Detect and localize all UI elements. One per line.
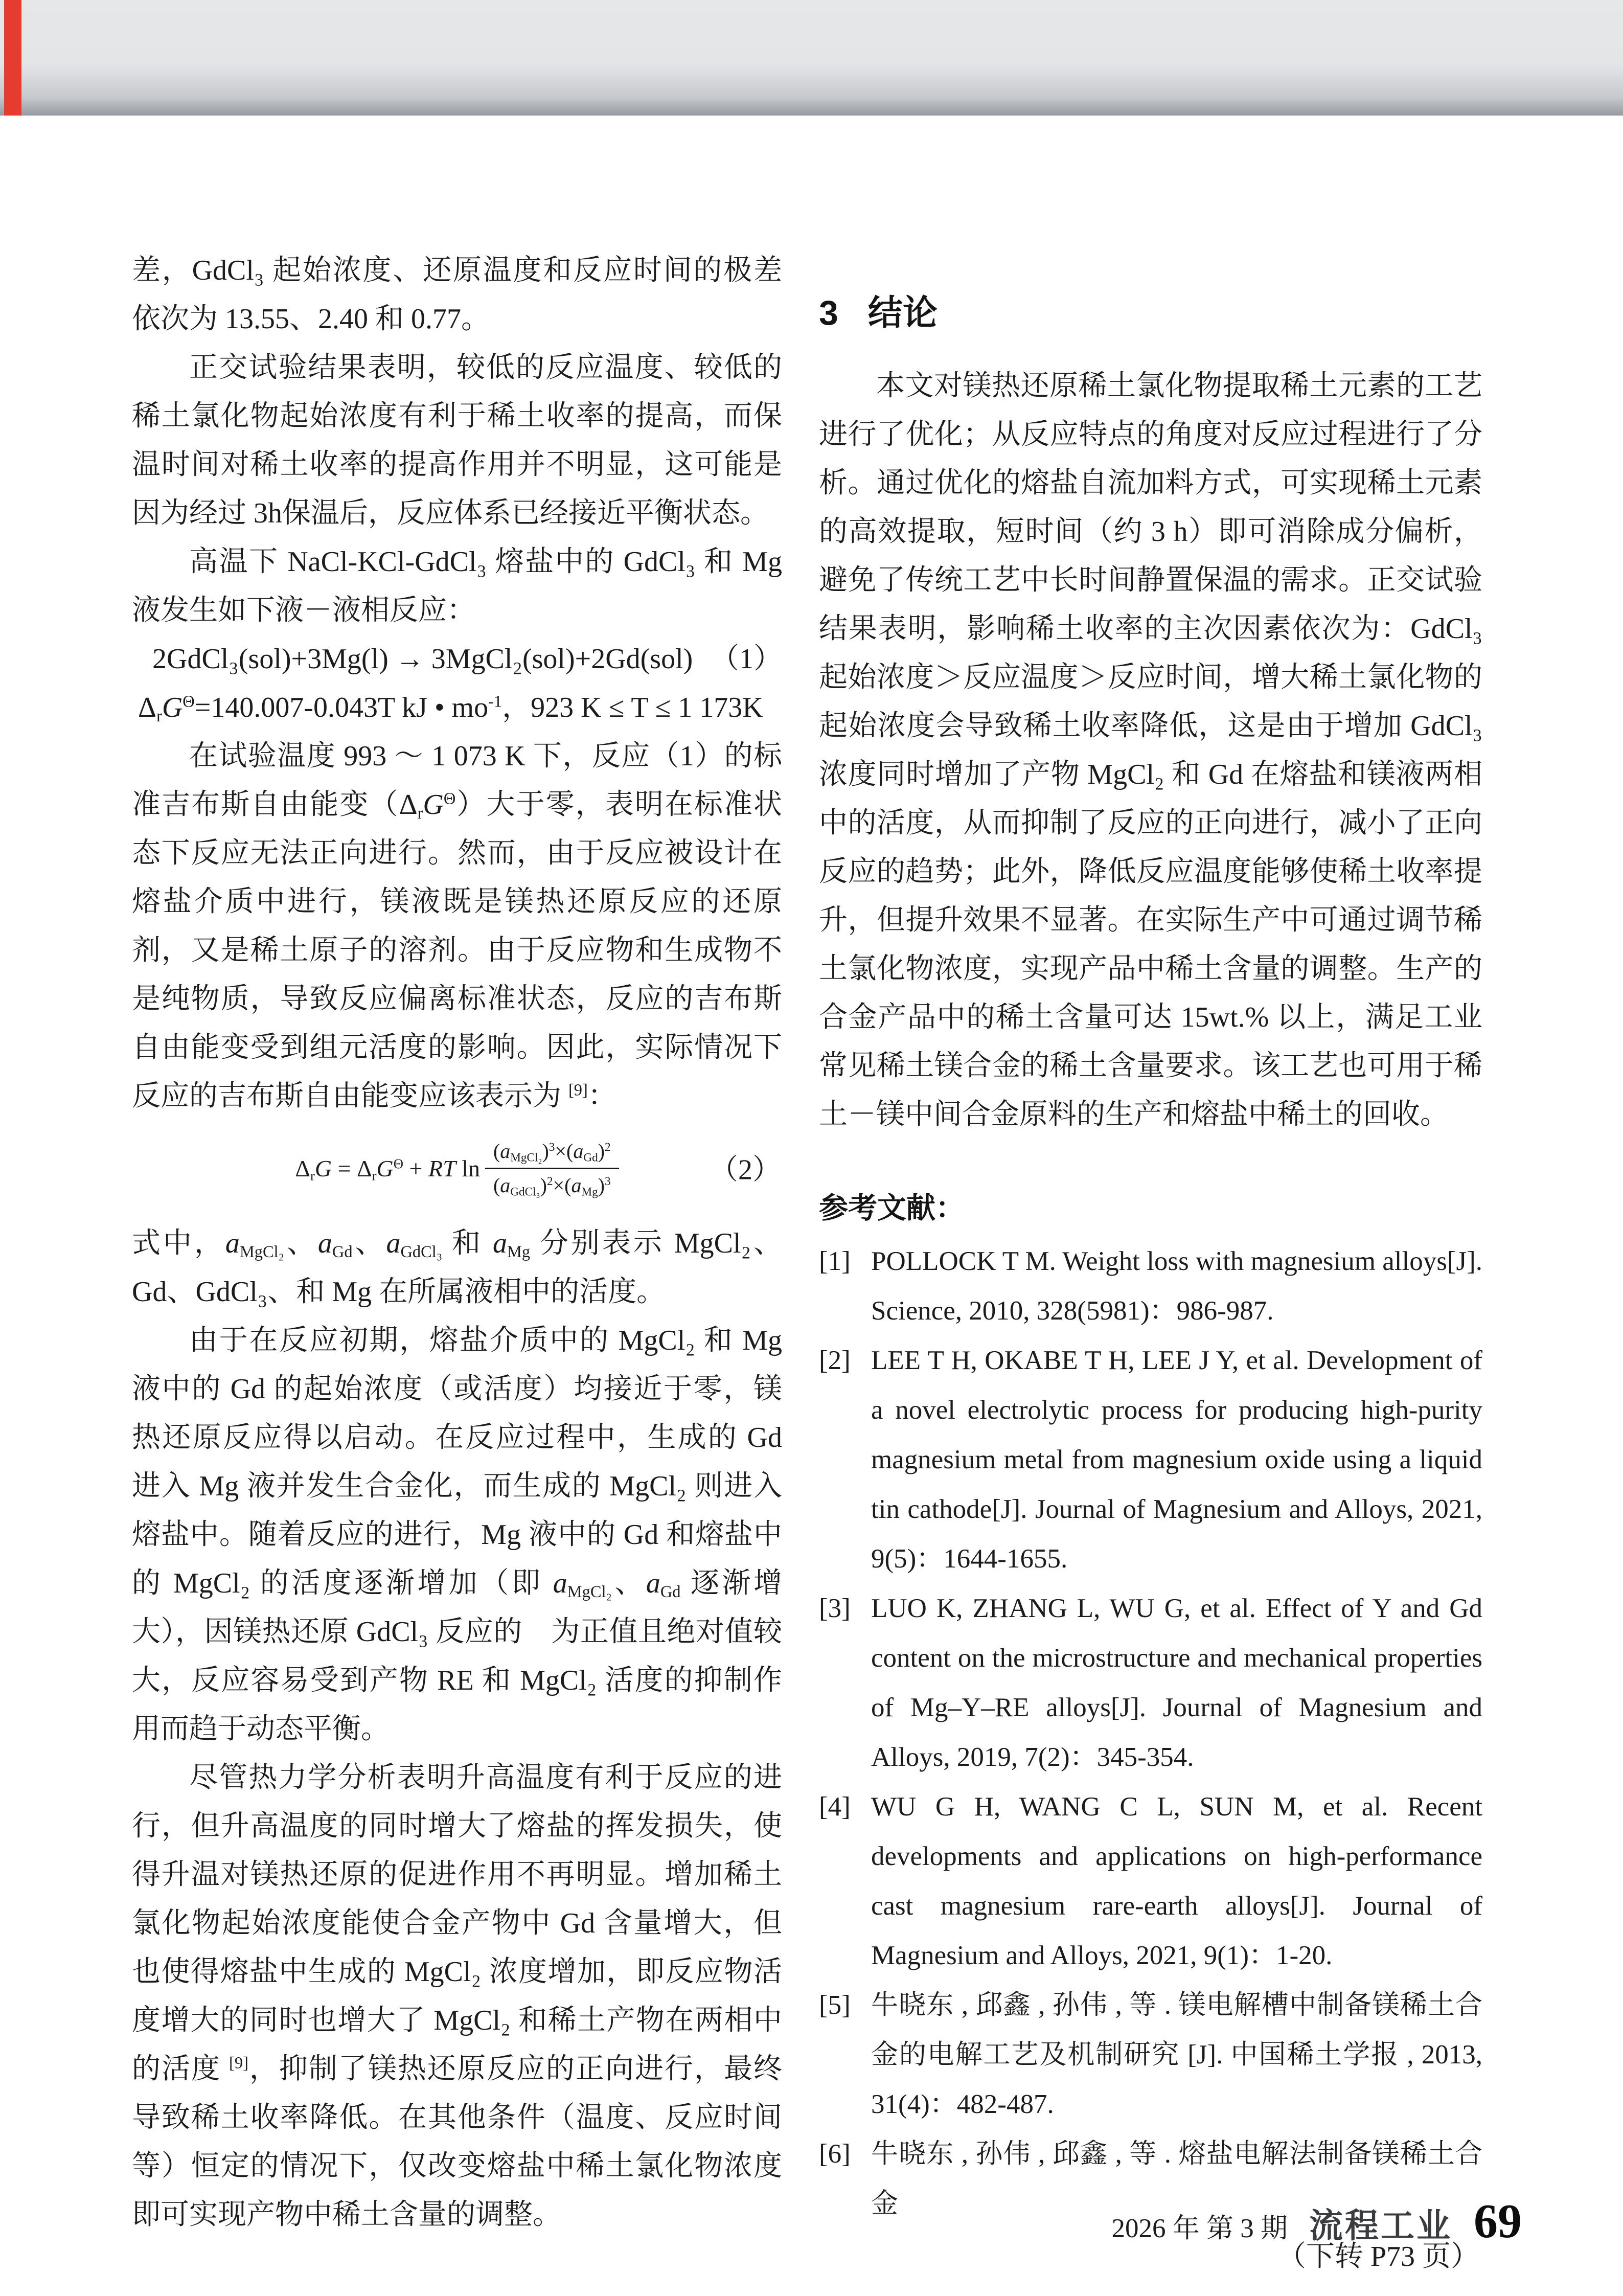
reference-text: LUO K, ZHANG L, WU G, et al. Effect of Y and Gd content on the microstructure and mechanical properties of Mg–Y–RE alloys[J]. Journal of Magnesium and Alloys, 2019, 7(2)：345-354. xyxy=(871,1593,1482,1772)
reference-item-1 xyxy=(819,1237,1482,1336)
paragraph-orthogonal-results: 正交试验结果表明，较低的反应温度、较低的稀土氯化物起始浓度有利于稀土收率的提高，而保温时间对稀土收率的提高作用并不明显，这可能是因为经过 3h保温后，反应体系已经接近平衡状态。 xyxy=(132,352,782,529)
right-column xyxy=(819,294,1482,2285)
reference-text: LEE T H, OKABE T H, LEE J Y, et al. Development of a novel electrolytic process for producing high-purity magnesium metal from magnesium oxide using a liquid tin cathode[J]. Journal of Magnesium and Alloys, 2021, 9(5)：1644-1655. xyxy=(871,1345,1482,1574)
reference-text: 牛晓东 , 孙伟 , 邱鑫 , 等 . 熔盐电解法制备镁稀土合金 xyxy=(871,2139,1482,2218)
equation-1-label: （1） xyxy=(711,643,782,675)
section-number: 3 xyxy=(819,293,838,332)
reference-item-2 xyxy=(819,1336,1482,1584)
red-edge-marker xyxy=(4,0,21,116)
page-footer xyxy=(1112,2194,1522,2249)
footer-journal-name: 流程工业 xyxy=(1309,2207,1452,2244)
footer-year-issue: 2026 年 第 3 期 xyxy=(1111,2214,1288,2243)
equation-2-denominator: (aGdCl₃)$^2$×(aMg)$^3$ xyxy=(485,1168,619,1202)
equation-2 xyxy=(132,1121,782,1219)
equation-2-prefix: ΔrG = ΔrG$^\Theta$ + RT ln xyxy=(295,1155,480,1184)
section-heading xyxy=(819,294,1482,332)
paragraph-range-values: 差，GdCl₃ 起始浓度、还原温度和反应时间的极差依次为 13.55、2.40 和 0.77。 xyxy=(132,255,782,335)
reference-number: [1] xyxy=(819,1246,851,1276)
equation-1 xyxy=(132,635,782,684)
paragraph-reaction-progress: 由于在反应初期，熔盐介质中的 MgCl₂ 和 Mg 液中的 Gd 的起始浓度（或活度）均接近于零，镁热还原反应得以启动。在反应过程中，生成的 Gd 进入 Mg 液并发生合金化，而生成的 MgCl₂ 则进入熔盐中。随着反应的进行，Mg 液中的 Gd 和熔盐中的 MgCl₂ 的活度逐渐增加（即 aMgCl₂、aGd 逐渐增大），因镁热还原 GdCl₃ 反应的 为正值且绝对值较大，反应容易受到产物 RE 和 MgCl₂ 活度的抑制作用而趋于动态平衡。 xyxy=(132,1325,783,1745)
scan-edge-band xyxy=(0,0,1623,116)
reference-item-5 xyxy=(819,1981,1482,2129)
reference-text: 牛晓东 , 邱鑫 , 孙伟 , 等 . 镁电解槽中制备镁稀土合金的电解工艺及机制研究 [J]. 中国稀土学报 , 2013, 31(4)：482-487. xyxy=(871,1990,1482,2119)
reference-number: [5] xyxy=(819,1990,851,2020)
references-heading: 参考文献： xyxy=(819,1191,965,1224)
reference-text: POLLOCK T M. Weight loss with magnesium alloys[J]. Science, 2010, 328(5981)：986-987. xyxy=(871,1246,1482,1326)
section-title: 结论 xyxy=(867,293,938,332)
reference-item-4 xyxy=(819,1782,1482,1981)
equation-2-numerator: (aMgCl₂)$^3$×(aGd)$^2$ xyxy=(493,1140,611,1165)
paragraph-gibbs-analysis: 在试验温度 993 ～ 1 073 K 下，反应（1）的标准吉布斯自由能变（ΔrG$^\Theta$）大于零，表明在标准状态下反应无法正向进行。然而，由于反应被设计在熔盐介质中进行，镁液既是镁热还原反应的还原剂，又是稀土原子的溶剂。由于反应物和生成物不是纯物质，导致反应偏离标准状态，反应的吉布斯自由能变受到组元活度的影响。因此，实际情况下反应的吉布斯自由能变应该表示为 [9]： xyxy=(132,740,783,1112)
reference-number: [6] xyxy=(819,2139,851,2169)
equation-2-fraction xyxy=(485,1135,619,1202)
reference-number: [2] xyxy=(819,1345,851,1375)
equation-2-label: （2） xyxy=(710,1153,781,1186)
continued-on-note: （下转 P73 页） xyxy=(1277,2240,1479,2272)
equation-1-formula: 2GdCl₃(sol)+3Mg(l) → 3MgCl₂(sol)+2Gd(sol) xyxy=(152,643,693,675)
reference-number: [4] xyxy=(819,1791,851,1822)
paragraph-conclusion: 本文对镁热还原稀土氯化物提取稀土元素的工艺进行了优化；从反应特点的角度对反应过程进行了分析。通过优化的熔盐自流加料方式，可实现稀土元素的高效提取，短时间（约 3 h）即可消除成分偏析，避免了传统工艺中长时间静置保温的需求。正交试验结果表明，影响稀土收率的主次因素依次为：GdCl₃ 起始浓度＞反应温度＞反应时间，增大稀土氯化物的起始浓度会导致稀土收率降低，这是由于增加 GdCl₃ 浓度同时增加了产物 MgCl₂ 和 Gd 在熔盐和镁液两相中的活度，从而抑制了反应的正向进行，减小了正向反应的趋势；此外，降低反应温度能够使稀土收率提升，但提升效果不显著。在实际生产中可通过调节稀土氯化物浓度，实现产品中稀土含量的调整。生产的合金产品中的稀土含量可达 15wt.% 以上，满足工业常见稀土镁合金的稀土含量要求。该工艺也可用于稀土－镁中间合金原料的生产和熔盐中稀土的回收。 xyxy=(819,370,1482,1130)
paragraph-reaction-intro: 高温下 NaCl-KCl-GdCl₃ 熔盐中的 GdCl₃ 和 Mg 液发生如下液－液相反应： xyxy=(132,546,782,626)
reference-item-3 xyxy=(819,1584,1482,1782)
gibbs-energy-line: ΔrG$^\Theta$=140.007-0.043T kJ • $mo^{-1}$，923 K ≤ T ≤ 1 173K xyxy=(138,692,763,726)
page-number: 69 xyxy=(1474,2195,1522,2248)
reference-number: [3] xyxy=(819,1593,851,1623)
paragraph-thermo-discussion: 尽管热力学分析表明升高温度有利于反应的进行，但升高温度的同时增大了熔盐的挥发损失，使得升温对镁热还原的促进作用不再明显。增加稀土氯化物起始浓度能使合金产物中 Gd 含量增大，但也使得熔盐中生成的 MgCl₂ 浓度增加，即反应物活度增大的同时也增大了 MgCl₂ 和稀土产物在两相中的活度 [9]，抑制了镁热还原反应的正向进行，最终导致稀土收率降低。在其他条件（温度、反应时间等）恒定的情况下，仅改变熔盐中稀土氯化物浓度即可实现产物中稀土含量的调整。 xyxy=(132,1762,783,2231)
reference-text: WU G H, WANG C L, SUN M, et al. Recent developments and applications on high-performance cast magnesium rare-earth alloys[J]. Journal of Magnesium and Alloys, 2021, 9(1)：1-20. xyxy=(871,1791,1482,1970)
left-column xyxy=(132,246,782,2239)
paragraph-eq2-terms: 式中，aMgCl₂、aGd、aGdCl₃ 和 aMg 分别表示 MgCl₂、Gd、GdCl₃、和 Mg 在所属液相中的活度。 xyxy=(132,1227,783,1308)
